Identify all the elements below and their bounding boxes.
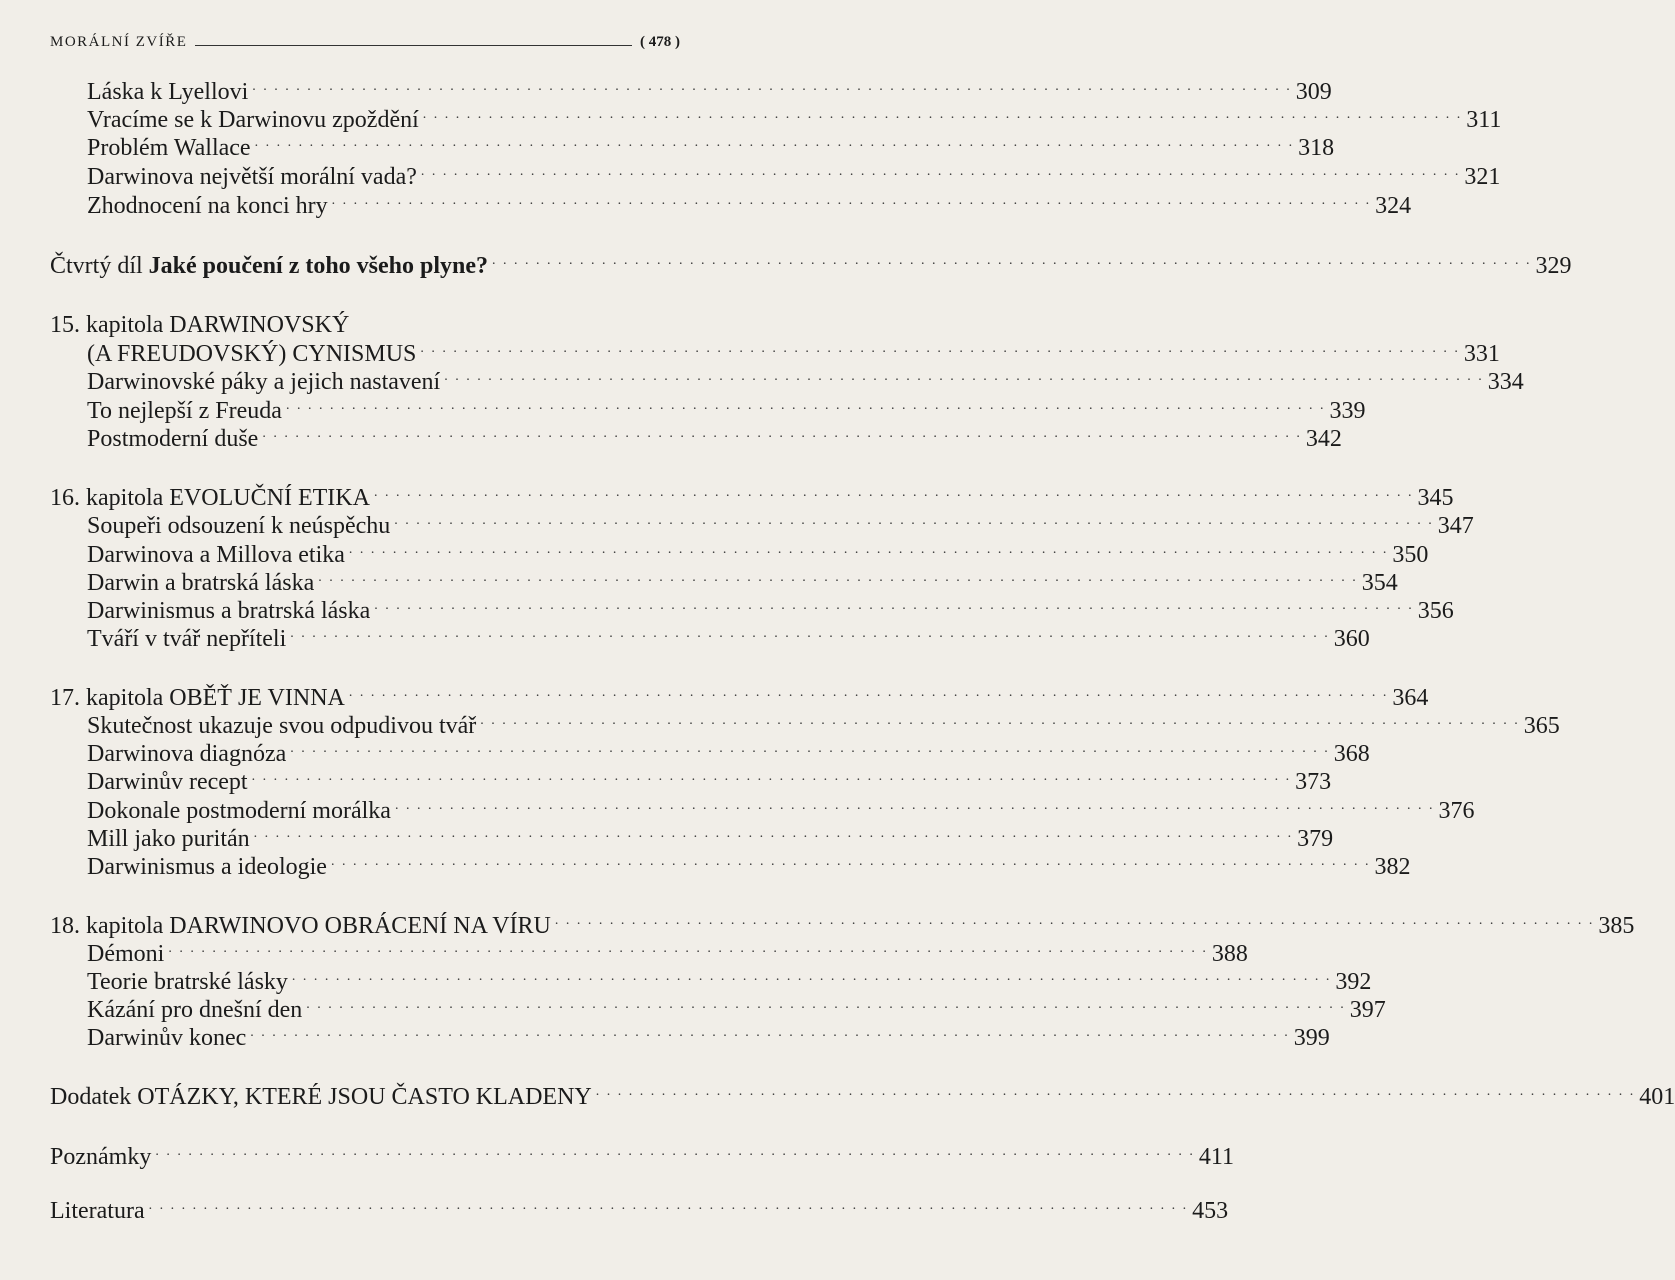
toc-entry-title: Darwinův recept [87, 769, 248, 795]
toc-entry-title: Darwin a bratrská láska [87, 570, 315, 596]
dot-leader: . . . . . . . . . . . . . . . . . . . . . . . . . . . . . . . . . . . . . . . . . . . . . . . . . . . . . . . . . . . . . . . . . . . . . . . . . . . . . . . . . . . . . . . . . . . . . . . [262, 426, 1302, 441]
toc-entry-page: 324 [1375, 193, 1412, 219]
dot-leader: . . . . . . . . . . . . . . . . . . . . . . . . . . . . . . . . . . . . . . . . . . . . . . . . . . . . . . . . . . . . . . . . . . . . . . . . . . . . . . . . . . . . . . . . . . . . . . . [250, 1025, 1290, 1040]
toc-entry-title: Skutečnost ukazuje svou odpudivou tvář [87, 713, 477, 739]
toc-entry-page: 368 [1333, 741, 1370, 767]
toc-entry-title: Poznámky [50, 1144, 152, 1170]
dot-leader: . . . . . . . . . . . . . . . . . . . . . . . . . . . . . . . . . . . . . . . . . . . . . . . . . . . . . . . . . . . . . . . . . . . . . . . . . . . . . . . . . . . . . . . . . . . . . . . [291, 969, 1332, 984]
toc-entry-title: Darwinova největší morální vada? [87, 164, 417, 190]
toc-entry-page: 364 [1392, 685, 1429, 711]
toc-entry-page: 334 [1487, 369, 1524, 395]
toc-entry-title: Láska k Lyellovi [87, 79, 249, 105]
dot-leader: . . . . . . . . . . . . . . . . . . . . . . . . . . . . . . . . . . . . . . . . . . . . . . . . . . . . . . . . . . . . . . . . . . . . . . . . . . . . . . . . . . . . . . . . . . . . . . . [155, 1144, 1195, 1159]
toc-entry-page: 379 [1297, 826, 1334, 852]
dot-leader: . . . . . . . . . . . . . . . . . . . . . . . . . . . . . . . . . . . . . . . . . . . . . . . . . . . . . . . . . . . . . . . . . . . . . . . . . . . . . . . . . . . . . . . . . . . . . . . [251, 769, 1292, 784]
book-title: MORÁLNÍ ZVÍŘE [50, 33, 188, 50]
dot-leader: . . . . . . . . . . . . . . . . . . . . . . . . . . . . . . . . . . . . . . . . . . . . . . . . . . . . . . . . . . . . . . . . . . . . . . . . . . . . . . . . . . . . . . . . . . . . . . . [420, 164, 1461, 179]
toc-entry-title: (A FREUDOVSKÝ) CYNISMUS [87, 341, 417, 367]
toc-notes-entry[interactable] [50, 1143, 1234, 1171]
dot-leader: . . . . . . . . . . . . . . . . . . . . . . . . . . . . . . . . . . . . . . . . . . . . . . . . . . . . . . . . . . . . . . . . . . . . . . . . . . . . . . . . . . . . . . . . . . . . . . . [420, 341, 1460, 356]
toc-entry[interactable] [87, 1024, 1330, 1052]
dot-leader: . . . . . . . . . . . . . . . . . . . . . . . . . . . . . . . . . . . . . . . . . . . . . . . . . . . . . . . . . . . . . . . . . . . . . . . . . . . . . . . . . . . . . . . . . . . . . . . [254, 135, 1295, 150]
toc-literature-entry[interactable] [50, 1197, 1229, 1225]
toc-entry-page: 385 [1598, 913, 1635, 939]
toc-entry-title: Darwinova diagnóza [87, 741, 287, 767]
toc-entry-title: Dokonale postmoderní morálka [87, 798, 391, 824]
toc-entry-page: 411 [1198, 1144, 1234, 1170]
toc-entry-title: Tváří v tvář nepříteli [87, 626, 287, 652]
running-header [50, 30, 680, 54]
toc-entry-title: Kázání pro dnešní den [87, 997, 303, 1023]
toc-entry-page: 365 [1523, 713, 1560, 739]
dot-leader: . . . . . . . . . . . . . . . . . . . . . . . . . . . . . . . . . . . . . . . . . . . . . . . . . . . . . . . . . . . . . . . . . . . . . . . . . . . . . . . . . . . . . . . . . . . . . . . [554, 913, 1595, 928]
dot-leader: . . . . . . . . . . . . . . . . . . . . . . . . . . . . . . . . . . . . . . . . . . . . . . . . . . . . . . . . . . . . . . . . . . . . . . . . . . . . . . . . . . . . . . . . . . . . . . . [306, 997, 1346, 1012]
dot-leader: . . . . . . . . . . . . . . . . . . . . . . . . . . . . . . . . . . . . . . . . . . . . . . . . . . . . . . . . . . . . . . . . . . . . . . . . . . . . . . . . . . . . . . . . . . . . . . . [492, 253, 1532, 268]
dot-leader: . . . . . . . . . . . . . . . . . . . . . . . . . . . . . . . . . . . . . . . . . . . . . . . . . . . . . . . . . . . . . . . . . . . . . . . . . . . . . . . . . . . . . . . . . . . . . . . [290, 741, 1330, 756]
toc-entry-page: 388 [1211, 941, 1248, 967]
part-title: Jaké poučení z toho všeho plyne? [148, 253, 489, 279]
toc-entry-title: Postmoderní duše [87, 426, 259, 452]
toc-entry-title: Darwinismus a ideologie [87, 854, 327, 880]
toc-entry-title: 17. kapitola OBĚŤ JE VINNA [50, 685, 345, 711]
toc-entry-page: 354 [1361, 570, 1398, 596]
dot-leader: . . . . . . . . . . . . . . . . . . . . . . . . . . . . . . . . . . . . . . . . . . . . . . . . . . . . . . . . . . . . . . . . . . . . . . . . . . . . . . . . . . . . . . . . . . . . . . . [480, 713, 1520, 728]
dot-leader: . . . . . . . . . . . . . . . . . . . . . . . . . . . . . . . . . . . . . . . . . . . . . . . . . . . . . . . . . . . . . . . . . . . . . . . . . . . . . . . . . . . . . . . . . . . . . . . [394, 798, 1435, 813]
toc-entry-page: 373 [1295, 769, 1332, 795]
toc-entry-page: 331 [1463, 341, 1500, 367]
dot-leader: . . . . . . . . . . . . . . . . . . . . . . . . . . . . . . . . . . . . . . . . . . . . . . . . . . . . . . . . . . . . . . . . . . . . . . . . . . . . . . . . . . . . . . . . . . . . . . . [394, 513, 1434, 528]
toc-entry-title: Darwinismus a bratrská láska [87, 598, 371, 624]
toc-appendix-entry[interactable] [50, 1083, 1675, 1111]
toc-entry-page: 339 [1329, 398, 1366, 424]
dot-leader: . . . . . . . . . . . . . . . . . . . . . . . . . . . . . . . . . . . . . . . . . . . . . . . . . . . . . . . . . . . . . . . . . . . . . . . . . . . . . . . . . . . . . . . . . . . . . . . [285, 398, 1326, 413]
toc-entry-title: Soupeři odsouzení k neúspěchu [87, 513, 391, 539]
toc-entry-page: 382 [1374, 854, 1411, 880]
toc-entry[interactable] [87, 425, 1342, 453]
toc-entry-page: 318 [1298, 135, 1335, 161]
part-label: Čtvrtý díl [50, 253, 149, 279]
toc-entry[interactable] [87, 625, 1370, 653]
toc-entry-title: 18. kapitola DARWINOVO OBRÁCENÍ NA VÍRU [50, 913, 551, 939]
toc-entry[interactable] [87, 853, 1411, 881]
toc-entry-page: 329 [1535, 253, 1572, 279]
toc-entry-title: Problém Wallace [87, 135, 251, 161]
dot-leader: . . . . . . . . . . . . . . . . . . . . . . . . . . . . . . . . . . . . . . . . . . . . . . . . . . . . . . . . . . . . . . . . . . . . . . . . . . . . . . . . . . . . . . . . . . . . . . . [444, 369, 1484, 384]
toc-entry-title: Démoni [87, 941, 165, 967]
dot-leader: . . . . . . . . . . . . . . . . . . . . . . . . . . . . . . . . . . . . . . . . . . . . . . . . . . . . . . . . . . . . . . . . . . . . . . . . . . . . . . . . . . . . . . . . . . . . . . . [148, 1198, 1189, 1213]
toc-entry-title: Vracíme se k Darwinovu zpoždění [87, 107, 419, 133]
toc-entry[interactable] [87, 192, 1412, 220]
dot-leader: . . . . . . . . . . . . . . . . . . . . . . . . . . . . . . . . . . . . . . . . . . . . . . . . . . . . . . . . . . . . . . . . . . . . . . . . . . . . . . . . . . . . . . . . . . . . . . . [373, 485, 1414, 500]
dot-leader: . . . . . . . . . . . . . . . . . . . . . . . . . . . . . . . . . . . . . . . . . . . . . . . . . . . . . . . . . . . . . . . . . . . . . . . . . . . . . . . . . . . . . . . . . . . . . . . [253, 826, 1294, 841]
toc-entry-title: To nejlepší z Freuda [87, 398, 282, 424]
toc-entry-title [50, 252, 492, 280]
dot-leader: . . . . . . . . . . . . . . . . . . . . . . . . . . . . . . . . . . . . . . . . . . . . . . . . . . . . . . . . . . . . . . . . . . . . . . . . . . . . . . . . . . . . . . . . . . . . . . . [595, 1084, 1636, 1099]
toc-entry-page: 392 [1335, 969, 1372, 995]
toc-entry-page: 356 [1417, 598, 1454, 624]
header-rule [195, 45, 632, 46]
toc-part-entry[interactable] [50, 252, 1572, 280]
toc-entry-title: Literatura [50, 1198, 145, 1224]
toc-entry-page: 342 [1305, 426, 1342, 452]
toc-entry-page: 350 [1392, 542, 1429, 568]
toc-entry-page: 347 [1437, 513, 1474, 539]
page-number: ( 478 ) [640, 33, 680, 50]
dot-leader: . . . . . . . . . . . . . . . . . . . . . . . . . . . . . . . . . . . . . . . . . . . . . . . . . . . . . . . . . . . . . . . . . . . . . . . . . . . . . . . . . . . . . . . . . . . . . . . [318, 570, 1358, 585]
toc-entry-title: Darwinovské páky a jejich nastavení [87, 369, 441, 395]
dot-leader: . . . . . . . . . . . . . . . . . . . . . . . . . . . . . . . . . . . . . . . . . . . . . . . . . . . . . . . . . . . . . . . . . . . . . . . . . . . . . . . . . . . . . . . . . . . . . . . [348, 542, 1389, 557]
toc-entry-page: 345 [1417, 485, 1454, 511]
toc-entry-page: 360 [1333, 626, 1370, 652]
dot-leader: . . . . . . . . . . . . . . . . . . . . . . . . . . . . . . . . . . . . . . . . . . . . . . . . . . . . . . . . . . . . . . . . . . . . . . . . . . . . . . . . . . . . . . . . . . . . . . . [290, 626, 1330, 641]
toc-entry-page: 309 [1295, 79, 1332, 105]
dot-leader: . . . . . . . . . . . . . . . . . . . . . . . . . . . . . . . . . . . . . . . . . . . . . . . . . . . . . . . . . . . . . . . . . . . . . . . . . . . . . . . . . . . . . . . . . . . . . . . [252, 79, 1292, 94]
toc-entry-title: 15. kapitola DARWINOVSKÝ [50, 312, 350, 338]
dot-leader: . . . . . . . . . . . . . . . . . . . . . . . . . . . . . . . . . . . . . . . . . . . . . . . . . . . . . . . . . . . . . . . . . . . . . . . . . . . . . . . . . . . . . . . . . . . . . . . [422, 107, 1463, 122]
toc-entry-page: 401 [1639, 1084, 1675, 1110]
toc-entry-title: Darwinova a Millova etika [87, 542, 345, 568]
dot-leader: . . . . . . . . . . . . . . . . . . . . . . . . . . . . . . . . . . . . . . . . . . . . . . . . . . . . . . . . . . . . . . . . . . . . . . . . . . . . . . . . . . . . . . . . . . . . . . . [331, 193, 1372, 208]
toc-entry-title: Teorie bratrské lásky [87, 969, 288, 995]
toc-entry-page: 311 [1466, 107, 1502, 133]
dot-leader: . . . . . . . . . . . . . . . . . . . . . . . . . . . . . . . . . . . . . . . . . . . . . . . . . . . . . . . . . . . . . . . . . . . . . . . . . . . . . . . . . . . . . . . . . . . . . . . [374, 598, 1414, 613]
toc-entry-page: 397 [1349, 997, 1386, 1023]
toc-entry-title: Darwinův konec [87, 1025, 247, 1051]
toc-entry-title: Mill jako puritán [87, 826, 250, 852]
toc-entry-page: 399 [1293, 1025, 1330, 1051]
toc-entry-title: 16. kapitola EVOLUČNÍ ETIKA [50, 485, 370, 511]
toc-entry-page: 321 [1464, 164, 1501, 190]
dot-leader: . . . . . . . . . . . . . . . . . . . . . . . . . . . . . . . . . . . . . . . . . . . . . . . . . . . . . . . . . . . . . . . . . . . . . . . . . . . . . . . . . . . . . . . . . . . . . . . [348, 685, 1389, 700]
toc-entry-title: Zhodnocení na konci hry [87, 193, 328, 219]
toc-entry-title: Dodatek OTÁZKY, KTERÉ JSOU ČASTO KLADENY [50, 1084, 592, 1110]
dot-leader: . . . . . . . . . . . . . . . . . . . . . . . . . . . . . . . . . . . . . . . . . . . . . . . . . . . . . . . . . . . . . . . . . . . . . . . . . . . . . . . . . . . . . . . . . . . . . . . [330, 854, 1371, 869]
dot-leader: . . . . . . . . . . . . . . . . . . . . . . . . . . . . . . . . . . . . . . . . . . . . . . . . . . . . . . . . . . . . . . . . . . . . . . . . . . . . . . . . . . . . . . . . . . . . . . . [168, 941, 1208, 956]
toc-entry-page: 453 [1192, 1198, 1229, 1224]
toc-entry-page: 376 [1438, 798, 1475, 824]
